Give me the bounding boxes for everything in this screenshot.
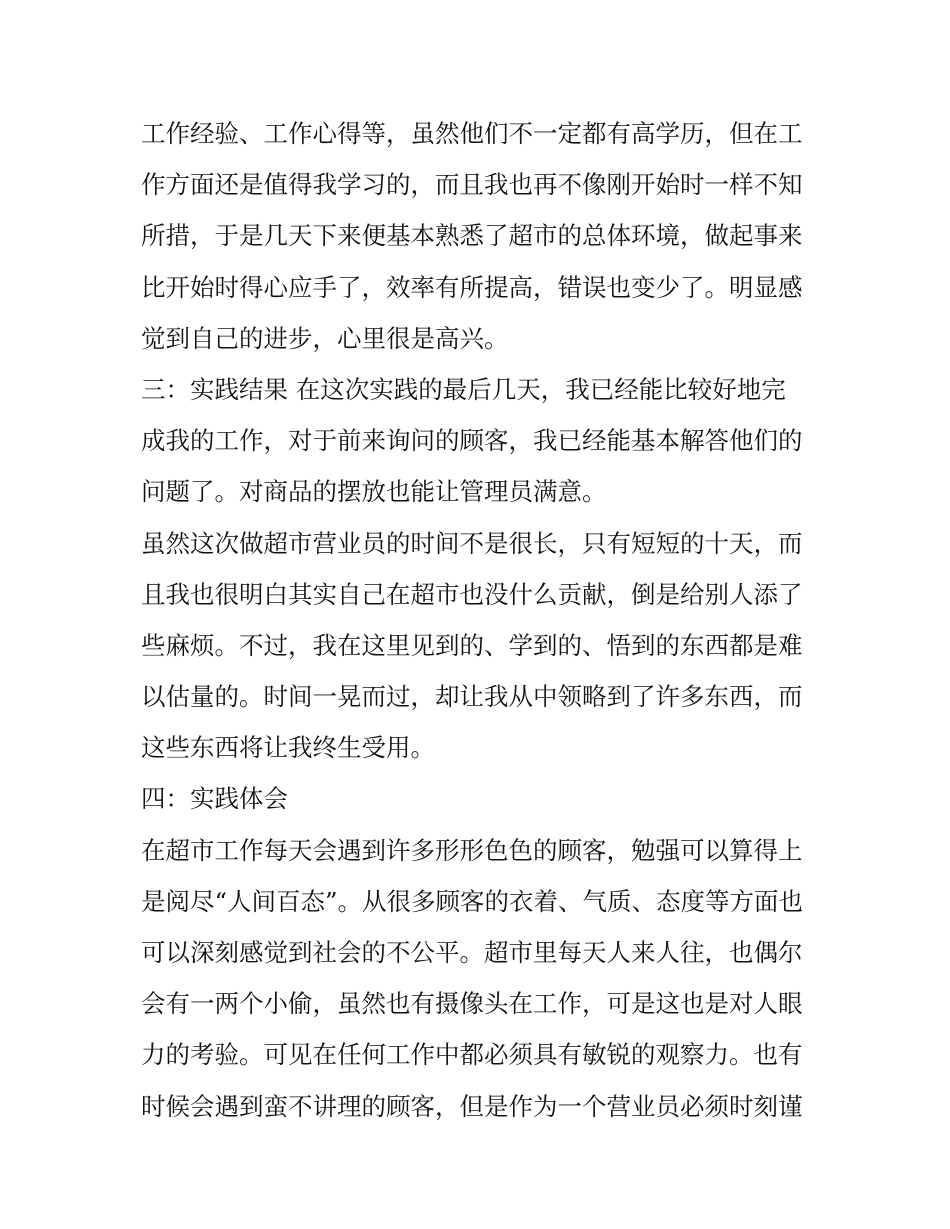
section-heading-results: 三：实践结果 在这次实践的最后几天，我已经能比较好地完	[141, 374, 786, 404]
text-line-3: 所措，于是几天下来便基本熟悉了超市的总体环境，做起事来	[141, 221, 803, 251]
text-line-16: 是阅尽“人间百态”。从很多顾客的衣着、气质、态度等方面也	[141, 886, 804, 916]
text-line-9: 虽然这次做超市营业员的时间不是很长，只有短短的十天，而	[141, 528, 803, 558]
text-line-17: 可以深刻感觉到社会的不公平。超市里每天人来人往，也偶尔	[141, 938, 803, 967]
section-heading-experience: 四：实践体会	[141, 784, 288, 814]
text-line-7: 成我的工作，对于前来询问的顾客，我已经能基本解答他们的	[141, 426, 803, 456]
text-line-19: 力的考验。可见在任何工作中都必须具有敏锐的观察力。也有	[141, 1040, 803, 1070]
text-line-10: 且我也很明白其实自己在超市也没什么贡献，倒是给别人添了	[141, 579, 803, 609]
text-line-5: 觉到自己的进步，心里很是高兴。	[141, 323, 509, 353]
text-line-20: 时候会遇到蛮不讲理的顾客，但是作为一个营业员必须时刻谨	[141, 1091, 803, 1121]
text-line-1: 工作经验、工作心得等，虽然他们不一定都有高学历，但在工	[141, 119, 803, 148]
text-line-15: 在超市工作每天会遇到许多形形色色的顾客，勉强可以算得上	[141, 835, 803, 865]
text-line-2: 作方面还是值得我学习的，而且我也再不像刚开始时一样不知	[141, 170, 803, 200]
text-line-18: 会有一两个小偷，虽然也有摄像头在工作，可是这也是对人眼	[141, 989, 803, 1019]
text-line-13: 这些东西将让我终生受用。	[141, 733, 435, 763]
text-line-8: 问题了。对商品的摆放也能让管理员满意。	[141, 477, 607, 507]
body-text	[141, 108, 821, 1132]
text-line-12: 以估量的。时间一晃而过，却让我从中领略到了许多东西，而	[141, 682, 803, 712]
text-line-4: 比开始时得心应手了，效率有所提高，错误也变少了。明显感	[141, 272, 803, 302]
text-line-11: 些麻烦。不过，我在这里见到的、学到的、悟到的东西都是难	[141, 630, 803, 660]
